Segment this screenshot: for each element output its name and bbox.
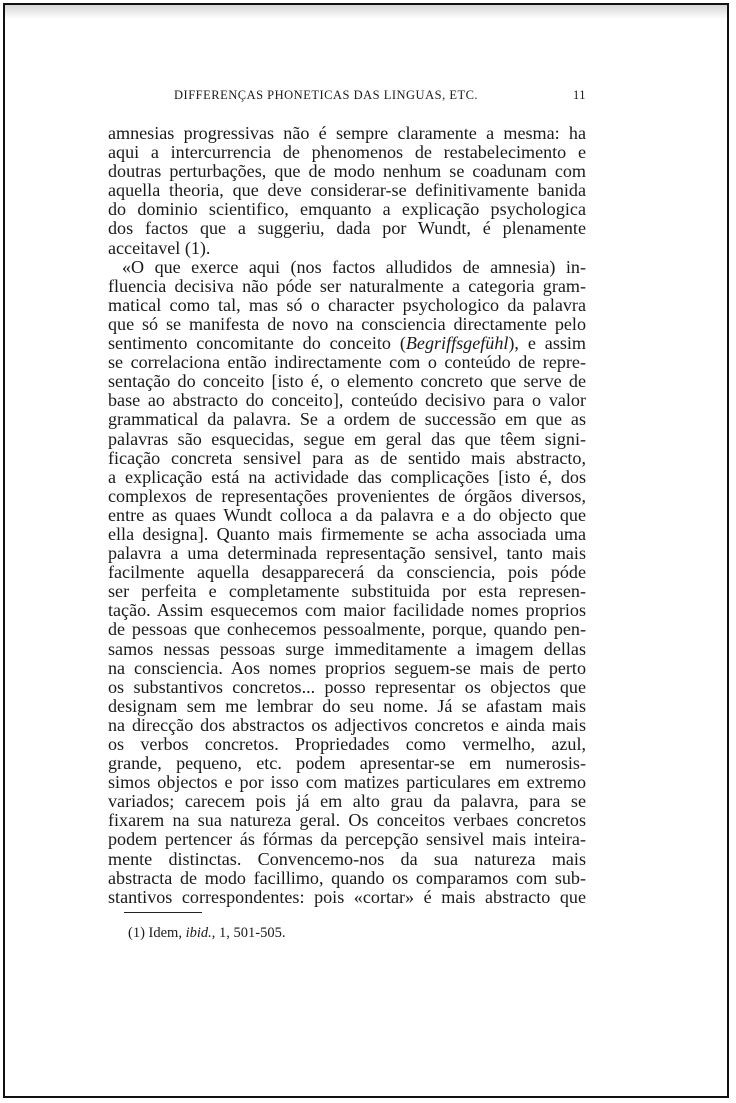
text-line: acceitavel (1). bbox=[108, 237, 211, 258]
text-fragment: ), e assim bbox=[508, 333, 586, 354]
text-line: doutras perturbações, que de modo nenhum se coadunam com bbox=[108, 161, 586, 182]
text-line: entre as quaes Wundt colloca a da palavra e a do objecto que bbox=[108, 504, 586, 525]
footnote-text: Idem, bbox=[148, 925, 182, 941]
text-line: samos nessas pessoas surge immeditamente a imagem dellas bbox=[108, 638, 586, 659]
text-line: palavras são esquecidas, segue em geral das que têem signi- bbox=[108, 428, 586, 449]
text-line: fluencia decisiva não póde ser naturalmente a categoria gram- bbox=[108, 275, 586, 296]
text-line: a explicação está na actividade das complicações [isto é, dos bbox=[108, 466, 586, 487]
text-line: grande, pequeno, etc. podem apresentar-se em numerosis- bbox=[108, 753, 586, 774]
text-line: os verbos concretos. Propriedades como vermelho, azul, bbox=[108, 734, 586, 754]
text-line: aqui a intercurrencia de phenomenos de restabelecimento e bbox=[108, 142, 586, 163]
footnote-marker: (1) bbox=[128, 925, 145, 941]
footnote-rule bbox=[124, 912, 202, 913]
footnote-italic: ibid. bbox=[185, 925, 212, 941]
text-line: mente distinctas. Convencemo-nos da sua natureza mais bbox=[108, 848, 586, 869]
footnote bbox=[128, 925, 286, 942]
footnote-text-end: , 1, 501-505. bbox=[211, 925, 286, 941]
text-line: sentação do conceito [isto é, o elemento concreto que serve de bbox=[108, 371, 586, 392]
italic-term: Begriffsgefühl bbox=[405, 333, 509, 354]
text-line: tação. Assim esquecemos com maior facilidade nomes proprios bbox=[108, 600, 586, 621]
text-line: na consciencia. Aos nomes proprios seguem-se mais de perto bbox=[108, 657, 586, 678]
running-title: DIFFERENÇAS PHONETICAS DAS LINGUAS, ETC. bbox=[174, 88, 479, 102]
text-line: stantivos correspondentes: pois «cortar» é mais abstracto que bbox=[108, 886, 586, 907]
text-line: ella designa]. Quanto mais firmemente se acha associada uma bbox=[108, 523, 586, 544]
text-line: designam sem me lembrar do seu nome. Já se afastam mais bbox=[108, 695, 586, 716]
text-line: «O que exerce aqui (nos factos alludidos de amnesia) in- bbox=[122, 256, 586, 277]
text-line: palavra a uma determinada representação sensivel, tanto mais bbox=[108, 543, 586, 564]
text-line bbox=[108, 334, 586, 353]
text-line: matical como tal, mas só o character psychologico da palavra bbox=[108, 294, 586, 315]
page-number: 11 bbox=[572, 88, 586, 102]
text-line: dos factos que a suggeriu, dada por Wundt, é plenamente bbox=[108, 218, 586, 239]
text-line: se correlaciona então indirectamente com o conteúdo de repre- bbox=[108, 352, 586, 373]
text-line: podem pertencer ás fórmas da percepção sensivel mais inteira- bbox=[108, 829, 586, 850]
text-line: na direcção dos abstractos os adjectivos concretos e ainda mais bbox=[108, 714, 586, 735]
text-line: ser perfeita e completamente substituida por esta represen- bbox=[108, 581, 586, 602]
text-fragment: sentimento concomitante do conceito ( bbox=[108, 333, 406, 354]
text-line: facilmente aquella desapparecerá da consciencia, pois póde bbox=[108, 562, 586, 583]
text-line: ficação concreta sensivel para as de sentido mais abstracto, bbox=[108, 447, 586, 468]
text-line: variados; carecem pois já em alto grau da palavra, para se bbox=[108, 791, 586, 812]
scan-shading bbox=[5, 5, 727, 19]
text-line: base ao abstracto do conceito], conteúdo decisivo para o valor bbox=[108, 390, 586, 411]
text-line: que só se manifesta de novo na consciencia directamente pelo bbox=[108, 313, 586, 334]
text-line: amnesias progressivas não é sempre claramente a mesma: ha bbox=[108, 123, 586, 143]
text-line: aquella theoria, que deve considerar-se definitivamente banida bbox=[108, 180, 586, 201]
text-line: fixarem na sua natureza geral. Os conceitos verbaes concretos bbox=[108, 810, 586, 831]
text-line: do dominio scientifico, emquanto a explicação psychologica bbox=[108, 199, 586, 220]
text-line: de pessoas que conhecemos pessoalmente, porque, quando pen- bbox=[108, 619, 586, 640]
text-line: complexos de representações provenientes de órgãos diversos, bbox=[108, 485, 586, 506]
text-line: abstracta de modo facillimo, quando os comparamos com sub- bbox=[108, 867, 586, 888]
text-line: grammatical da palavra. Se a ordem de successão em que as bbox=[108, 409, 586, 430]
text-line: os substantivos concretos... posso representar os objectos que bbox=[108, 676, 586, 697]
body-text bbox=[108, 124, 586, 907]
text-line: simos objectos e por isso com matizes particulares em extremo bbox=[108, 772, 586, 793]
